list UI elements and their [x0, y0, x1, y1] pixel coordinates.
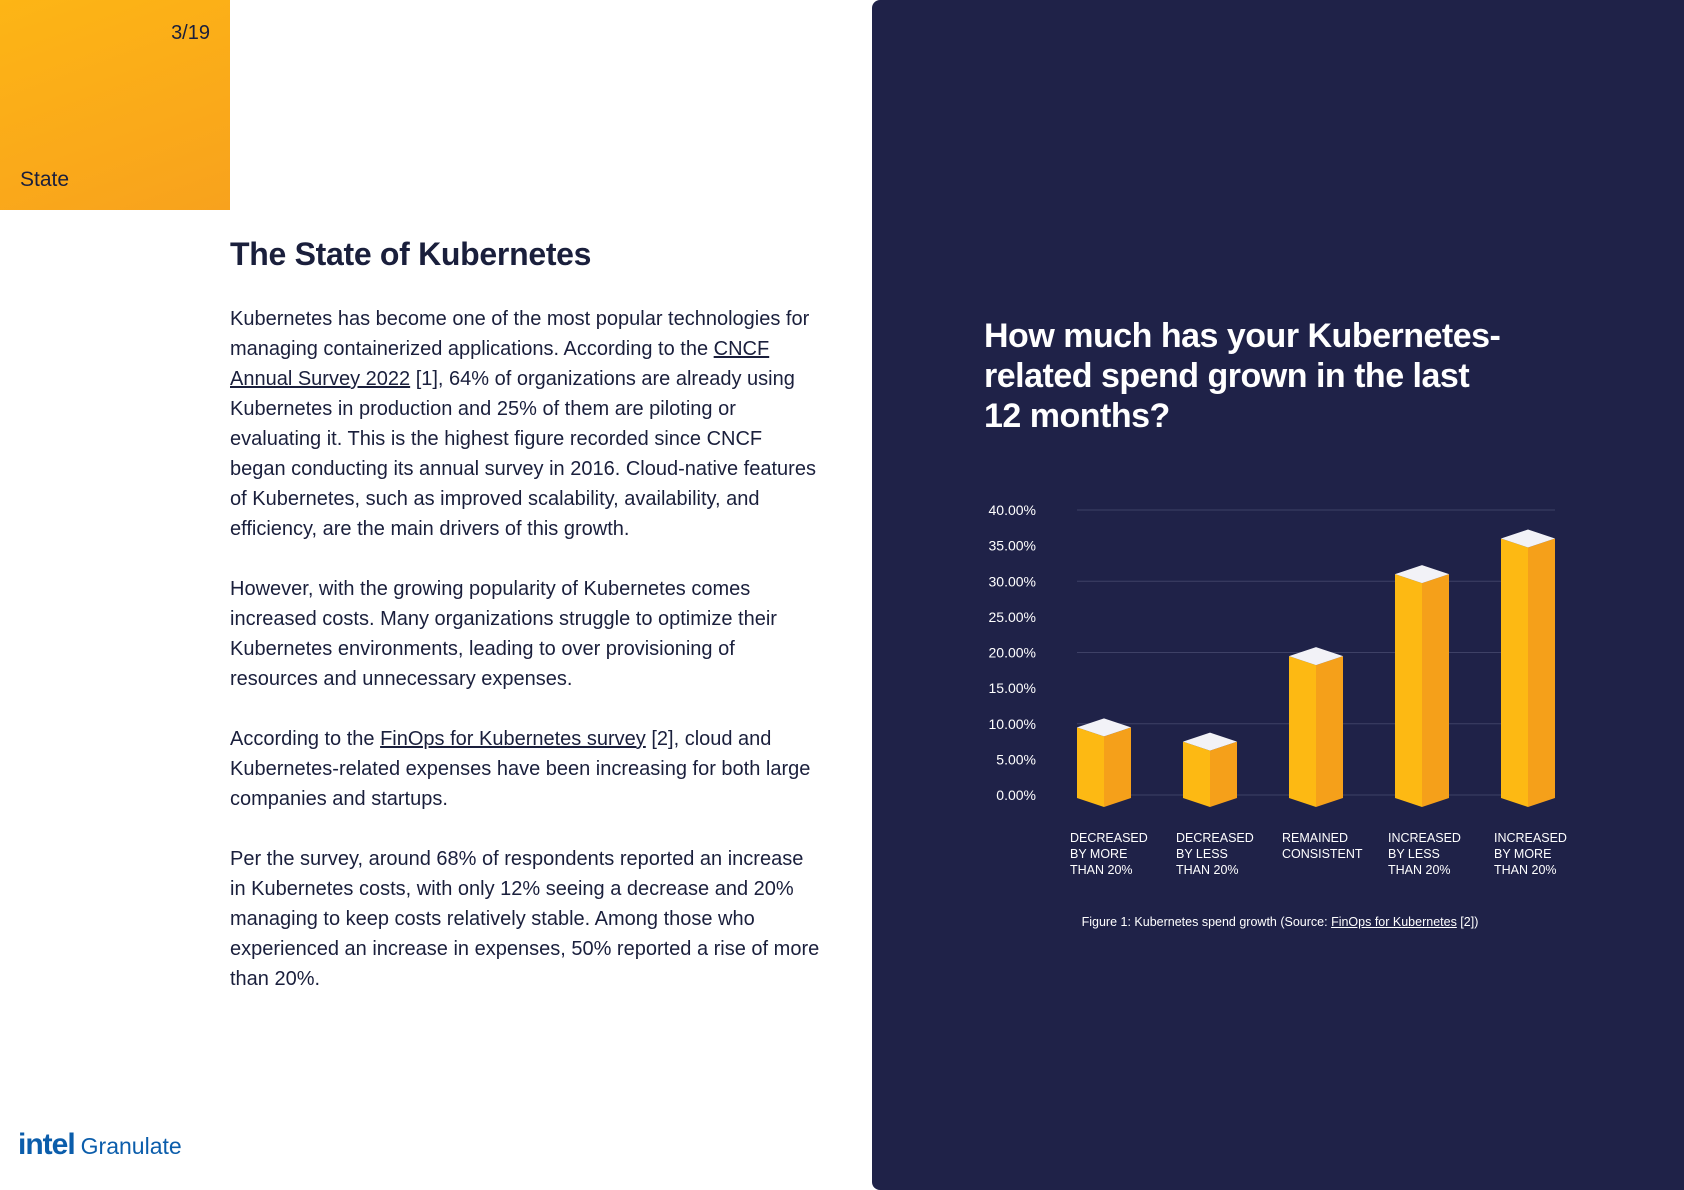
- x-tick-label: BY LESS: [1176, 847, 1228, 861]
- bar: [1395, 574, 1422, 807]
- y-tick-label: 20.00%: [988, 644, 1036, 661]
- paragraph-2: However, with the growing popularity of Kubernetes comes increased costs. Many organizations struggle to optimize their Kubernetes environments, leading to over provisioning of resources and unnecessary expenses.: [230, 578, 777, 690]
- x-tick-label: THAN 20%: [1494, 863, 1557, 877]
- bar-side: [1104, 727, 1131, 807]
- y-tick-label: 40.00%: [988, 502, 1036, 518]
- y-tick-label: 10.00%: [988, 715, 1036, 732]
- y-tick-label: 25.00%: [988, 608, 1036, 625]
- intel-logo-text: intel: [18, 1128, 75, 1161]
- page-title: The State of Kubernetes: [230, 236, 592, 272]
- x-tick-label: INCREASED: [1388, 831, 1461, 845]
- bar-side: [1316, 656, 1343, 807]
- bar-side: [1422, 574, 1449, 807]
- cncf-survey-link[interactable]: CNCF Annual Survey 2022: [230, 338, 770, 390]
- bar: [1501, 539, 1528, 808]
- x-tick-label: THAN 20%: [1070, 863, 1133, 877]
- x-tick-label: CONSISTENT: [1282, 847, 1363, 861]
- x-tick-label: DECREASED: [1176, 831, 1254, 845]
- granulate-logo-text: Granulate: [80, 1133, 182, 1159]
- x-tick-label: INCREASED: [1494, 831, 1567, 845]
- x-tick-label: BY MORE: [1070, 847, 1128, 861]
- y-tick-label: 15.00%: [988, 680, 1036, 697]
- paragraph-3: According to the FinOps for Kubernetes survey [2], cloud and Kubernetes-related expenses have been increasing for both large companies and startups.: [230, 728, 811, 810]
- bar-side: [1210, 742, 1237, 807]
- x-tick-label: THAN 20%: [1176, 863, 1239, 877]
- caption-source-link[interactable]: FinOps for Kubernetes: [1331, 915, 1457, 929]
- intel-granulate-logo: [18, 1128, 182, 1162]
- bar: [1183, 742, 1210, 807]
- finops-survey-link[interactable]: FinOps for Kubernetes survey: [380, 728, 646, 750]
- x-tick-label: BY LESS: [1388, 847, 1440, 861]
- figure-caption: Figure 1: Kubernetes spend growth (Source: FinOps for Kubernetes [2]): [1081, 915, 1479, 929]
- x-tick-label: DECREASED: [1070, 831, 1148, 845]
- paragraph-4: Per the survey, around 68% of respondents reported an increase in Kubernetes costs, with only 12% seeing a decrease and 20% managing to keep costs relatively stable. Among those who experienced an increase in expenses, 50% reported a rise of more than 20%.: [230, 848, 820, 990]
- spend-growth-chart: [960, 490, 1600, 890]
- y-tick-label: 30.00%: [988, 573, 1036, 590]
- x-tick-label: THAN 20%: [1388, 863, 1451, 877]
- bar: [1289, 656, 1316, 807]
- chart-question: How much has your Kubernetes-related spend grown in the last 12 months?: [984, 317, 1501, 435]
- bar-side: [1528, 539, 1555, 808]
- x-tick-label: BY MORE: [1494, 847, 1552, 861]
- bar: [1077, 727, 1104, 807]
- y-tick-label: 35.00%: [988, 537, 1036, 554]
- y-tick-label: 5.00%: [996, 751, 1036, 768]
- x-tick-label: REMAINED: [1282, 831, 1348, 845]
- section-tab: [0, 0, 230, 210]
- y-tick-label: 0.00%: [996, 787, 1036, 803]
- section-label: State: [20, 168, 70, 191]
- paragraph-1: Kubernetes has become one of the most popular technologies for managing containerized applications. According to the CNCF Annual Survey 2022 [1], 64% of organizations are already using Kubernetes in production and 25% of them are piloting or evaluating it. This is the highest figure recorded since CNCF began conducting its annual survey in 2016. Cloud-native features of Kubernetes, such as improved scalability, availability, and efficiency, are the main drivers of this growth.: [230, 308, 816, 540]
- page-number: 3/19: [171, 22, 210, 44]
- article-body: [230, 304, 820, 1024]
